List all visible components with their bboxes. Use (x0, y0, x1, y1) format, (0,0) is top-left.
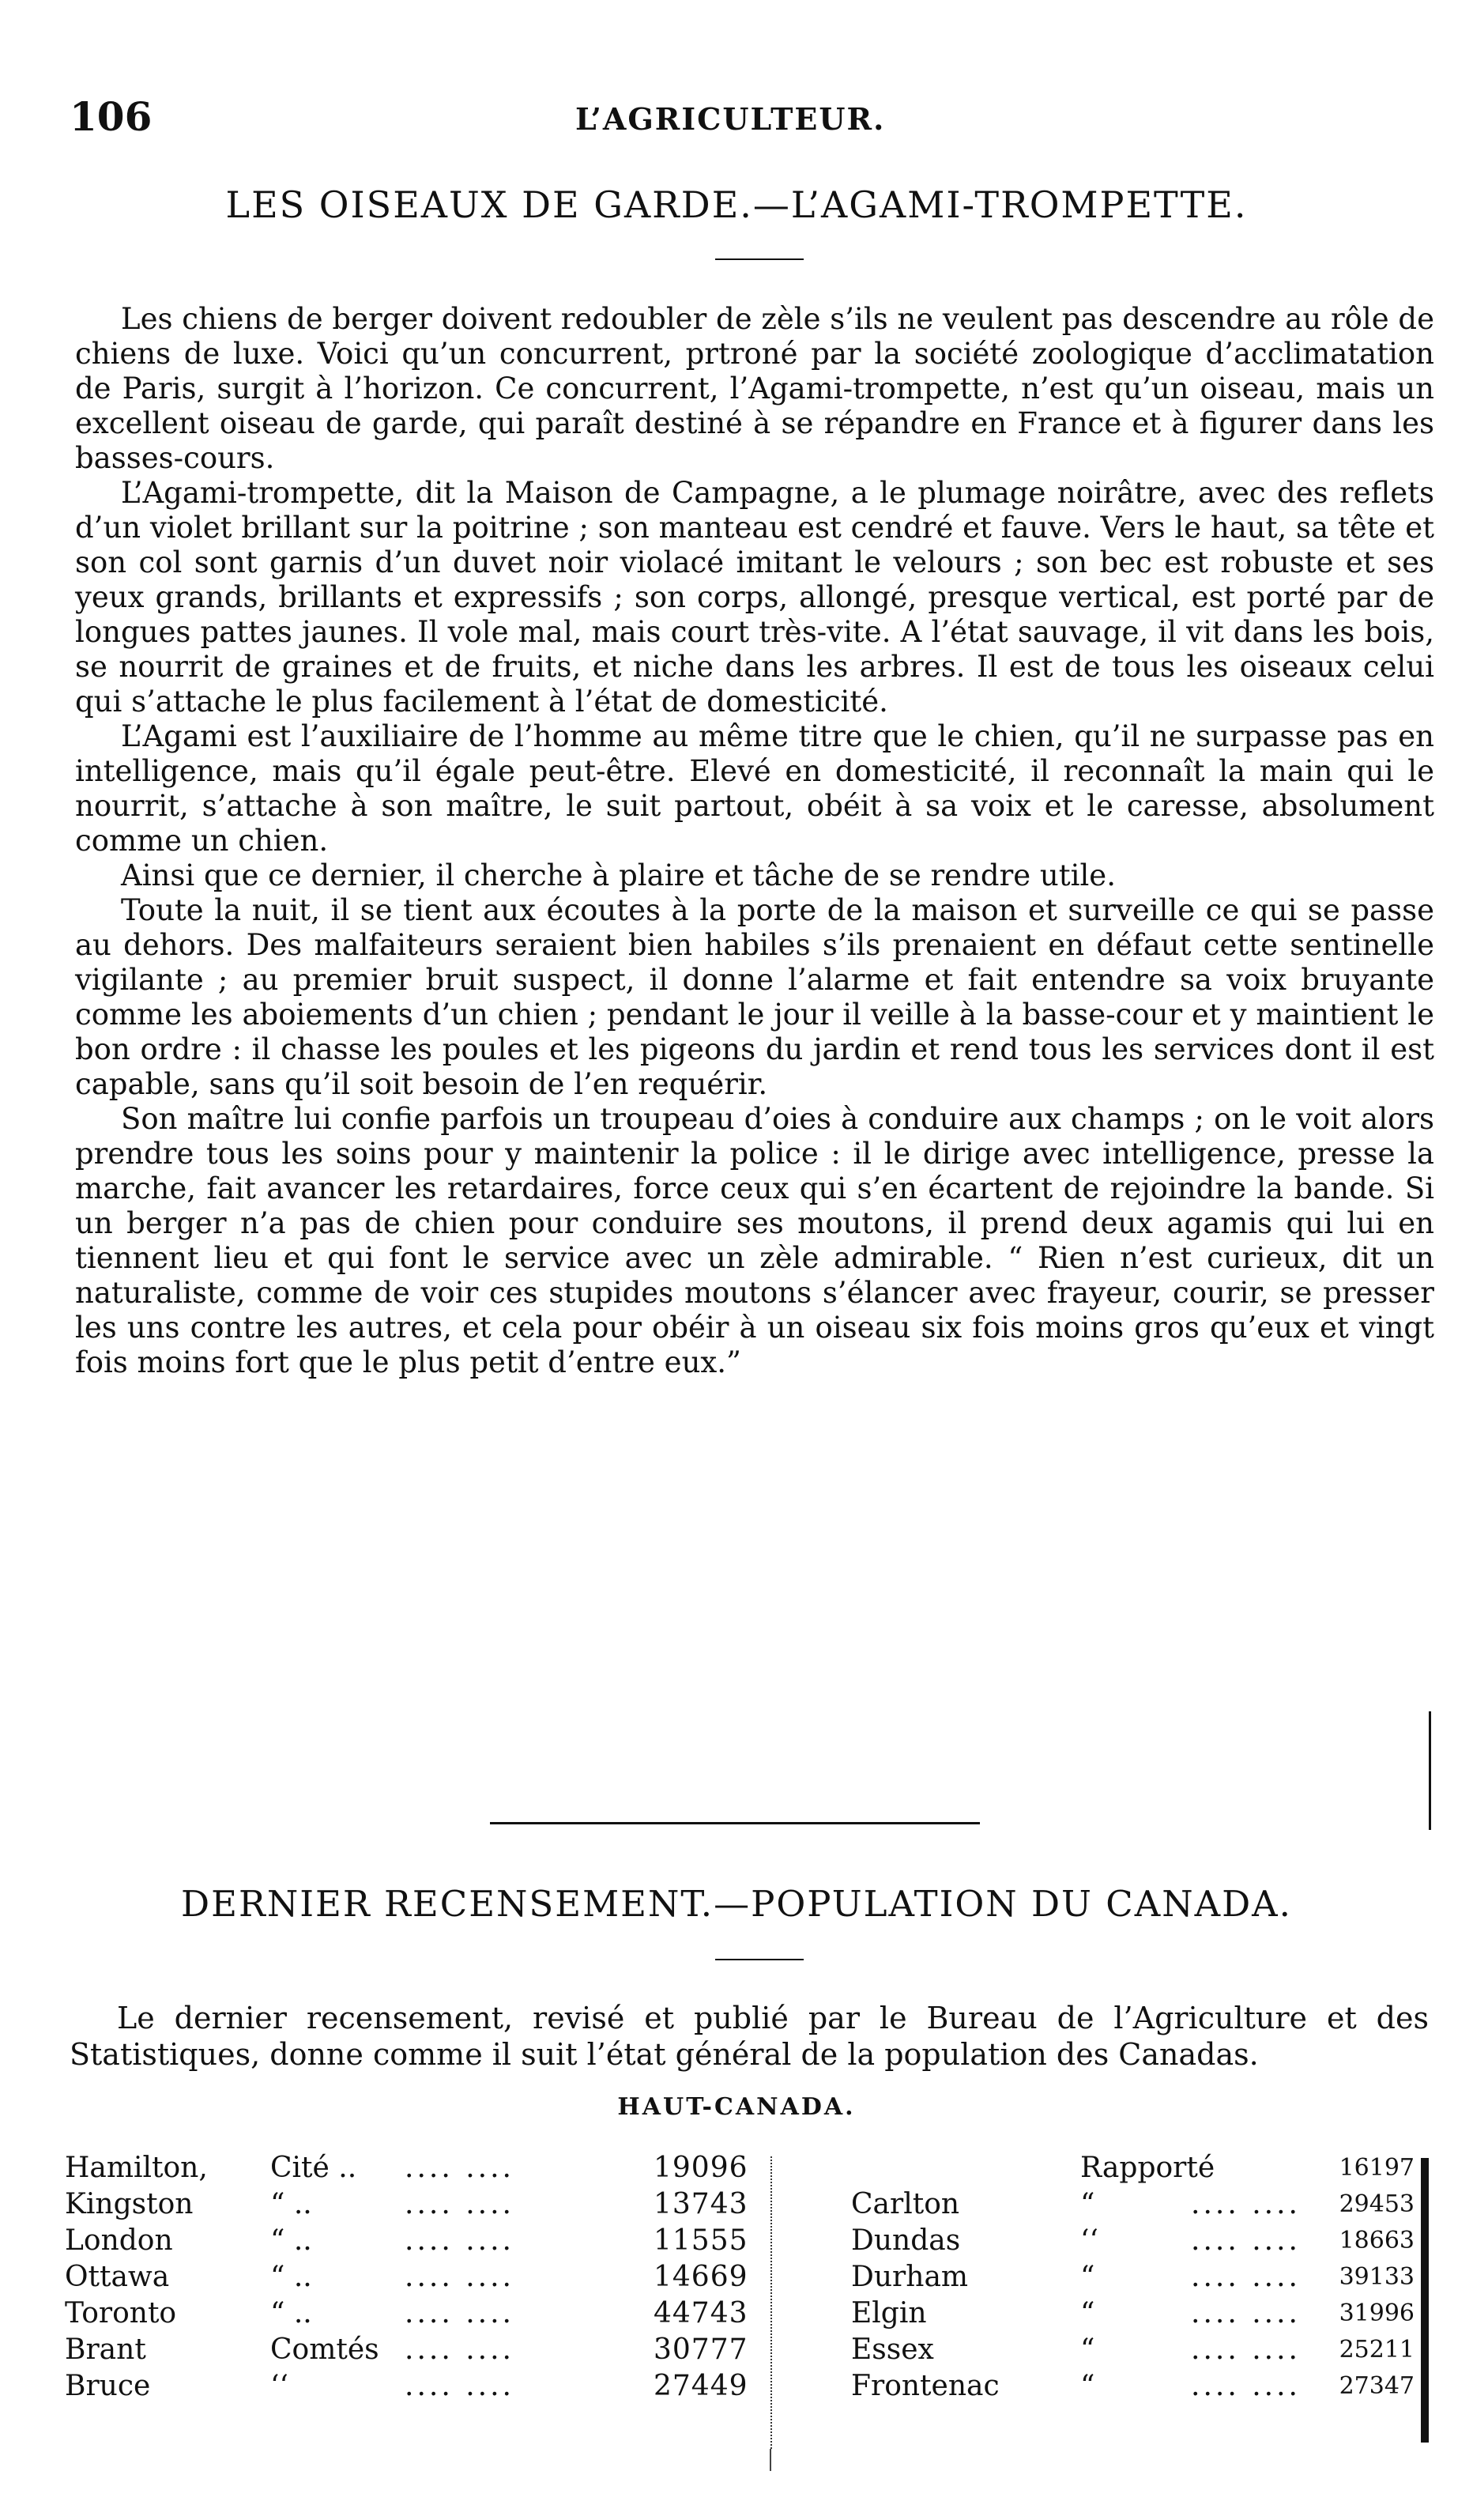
place-name: Brant (65, 2333, 146, 2366)
leader-dots: .... .... (405, 2333, 514, 2366)
paragraph: Les chiens de berger doivent redoubler de zèle s’ils ne veulent pas descendre au rôle de chiens de luxe. Voici qu’un concurrent, prtroné par la société zoologique d’acclimatation de Paris, surgit à l’horizon. Ce concurrent, l’Agami-trompette, n’est qu’un oiseau, mais un excellent oiseau de garde, qui paraît destiné à se répandre en France et à figurer dans les basses-cours. (75, 302, 1434, 475)
leader-dots: .... .... (405, 2297, 514, 2329)
place-name: Frontenac (851, 2370, 1000, 2402)
place-name: Ottawa (65, 2261, 170, 2293)
population-value: 19096 (654, 2152, 748, 2184)
leader-dots: .... .... (1191, 2188, 1301, 2220)
table-row (65, 2296, 776, 2332)
column-divider (770, 2156, 772, 2449)
table-row (65, 2259, 776, 2296)
population-value: 29453 (1339, 2190, 1415, 2218)
page-edge-bar (1421, 2158, 1429, 2443)
population-value: 14669 (654, 2261, 748, 2293)
leader-dots: .... .... (405, 2224, 514, 2257)
leader-dots: .... .... (405, 2370, 514, 2402)
section-divider (490, 1822, 980, 1824)
title-rule (715, 1959, 804, 1960)
article-title-oiseaux: LES OISEAUX DE GARDE.—L’AGAMI-TROMPETTE. (225, 183, 1248, 226)
place-name: Kingston (65, 2188, 194, 2220)
page-header (70, 93, 1429, 141)
place-type: “ (1080, 2261, 1095, 2293)
population-value: 44743 (654, 2297, 748, 2329)
population-value: 27347 (1339, 2372, 1415, 2400)
place-name: Dundas (851, 2224, 961, 2257)
article-title-recensement: DERNIER RECENSEMENT.—POPULATION DU CANADA. (181, 1883, 1292, 1925)
place-type: Cité .. (270, 2152, 357, 2184)
page-number: 106 (70, 93, 153, 140)
table-row (65, 2223, 776, 2259)
leader-dots: .... .... (405, 2188, 514, 2220)
census-subheading: HAUT-CANADA. (617, 2093, 856, 2121)
paragraph: Le dernier recensement, revisé et publié par le Bureau de l’Agriculture et des Statistiques, donne comme il suit l’état général de la population des Canadas. (70, 2001, 1429, 2072)
place-type: “ .. (270, 2261, 312, 2293)
place-name: Carlton (851, 2188, 960, 2220)
table-row (65, 2150, 776, 2186)
title-rule (715, 258, 804, 260)
paragraph: L’Agami est l’auxiliaire de l’homme au même titre que le chien, qu’il ne surpasse pas en intelligence, mais qu’il égale peut-être. Elevé en domesticité, il reconnaît la main qui le nourrit, s’attache à son maître, le suit partout, obéit à sa voix et le caresse, absolument comme un chien. (75, 719, 1434, 858)
table-row (780, 2296, 1432, 2332)
table-row (780, 2186, 1432, 2223)
leader-dots: .... .... (405, 2261, 514, 2293)
population-value: 39133 (1339, 2263, 1415, 2291)
census-column-right (780, 2150, 1432, 2405)
article-body-oiseaux (75, 302, 1434, 1380)
place-type: ‘‘ (1080, 2224, 1098, 2257)
table-row (780, 2259, 1432, 2296)
population-value: 16197 (1339, 2154, 1415, 2182)
paragraph: Son maître lui confie parfois un troupeau d’oies à conduire aux champs ; on le voit alors prendre tous les soins pour y maintenir la police : il le dirige avec intelligence, presse la marche, fait avancer les retardaires, force ceux qui s’en écartent de rejoindre la bande. Si un berger n’a pas de chien pour conduire ses moutons, il prend deux agamis qui lui en tiennent lieu et qui font le service avec un zèle admirable. “ Rien n’est curieux, dit un naturaliste, comme de voir ces stupides moutons s’élancer avec frayeur, courir, se presser les uns contre les autres, et cela pour obéir à un oiseau six fois moins gros qu’eux et vingt fois moins fort que le plus petit d’entre eux.” (75, 1102, 1434, 1379)
population-value: 18663 (1339, 2227, 1415, 2254)
place-name: London (65, 2224, 173, 2257)
paragraph: Ainsi que ce dernier, il cherche à plaire et tâche de se rendre utile. (121, 858, 1116, 892)
table-row (65, 2332, 776, 2368)
table-row (65, 2186, 776, 2223)
place-type: “ .. (270, 2297, 312, 2329)
leader-dots: .... .... (405, 2152, 514, 2184)
place-name: Hamilton, (65, 2152, 208, 2184)
place-type: Rapporté (1080, 2152, 1215, 2184)
population-value: 25211 (1339, 2336, 1415, 2363)
leader-dots: .... .... (1191, 2297, 1301, 2329)
table-row (65, 2368, 776, 2405)
place-name: Essex (851, 2333, 934, 2366)
leader-dots: .... .... (1191, 2333, 1301, 2366)
column-tail-mark (770, 2449, 771, 2471)
table-row (780, 2223, 1432, 2259)
place-type: “ .. (270, 2224, 312, 2257)
running-title: L’AGRICULTEUR. (575, 101, 886, 137)
place-name: Elgin (851, 2297, 927, 2329)
population-value: 13743 (654, 2188, 748, 2220)
paragraph: Toute la nuit, il se tient aux écoutes à la porte de la maison et surveille ce qui se passe au dehors. Des malfaiteurs seraient bien habiles s’ils prenaient en défaut cette sentinelle vigilante ; au premier bruit suspect, il donne l’alarme et fait entendre sa voix bruyante comme les aboiements d’un chien ; pendant le jour il veille à la basse-cour et y maintient le bon ordre : il chasse les poules et les pigeons du jardin et rend tous les services dont il est capable, sans qu’il soit besoin de l’en requérir. (75, 893, 1434, 1101)
place-type: “ .. (270, 2188, 312, 2220)
census-intro (70, 2000, 1429, 2073)
table-row (780, 2368, 1432, 2405)
place-type: “ (1080, 2297, 1095, 2329)
leader-dots: .... .... (1191, 2261, 1301, 2293)
place-type: “ (1080, 2333, 1095, 2366)
leader-dots: .... .... (1191, 2224, 1301, 2257)
place-type: Comtés (270, 2333, 379, 2366)
margin-bar (1429, 1711, 1431, 1830)
census-table (65, 2150, 1432, 2450)
place-name: Durham (851, 2261, 969, 2293)
population-value: 27449 (654, 2370, 748, 2402)
place-type: “ (1080, 2370, 1095, 2402)
population-value: 30777 (654, 2333, 748, 2366)
place-type: “ (1080, 2188, 1095, 2220)
place-name: Toronto (65, 2297, 177, 2329)
leader-dots: .... .... (1191, 2370, 1301, 2402)
place-type: ‘‘ (270, 2370, 288, 2402)
table-row (780, 2332, 1432, 2368)
population-value: 31996 (1339, 2299, 1415, 2327)
census-column-left (65, 2150, 776, 2405)
population-value: 11555 (654, 2224, 748, 2257)
table-row (780, 2150, 1432, 2186)
place-name: Bruce (65, 2370, 151, 2402)
paragraph: L’Agami-trompette, dit la Maison de Campagne, a le plumage noirâtre, avec des reflets d’un violet brillant sur la poitrine ; son manteau est cendré et fauve. Vers le haut, sa tête et son col sont garnis d’un duvet noir violacé imitant le velours ; son bec est robuste et ses yeux grands, brillants et expressifs ; son corps, allongé, presque vertical, est porté par de longues pattes jaunes. Il vole mal, mais court très-vite. A l’état sauvage, il vit dans les bois, se nourrit de graines et de fruits, et niche dans les arbres. Il est de tous les oiseaux celui qui s’attache le plus facilement à l’état de domesticité. (75, 476, 1434, 719)
